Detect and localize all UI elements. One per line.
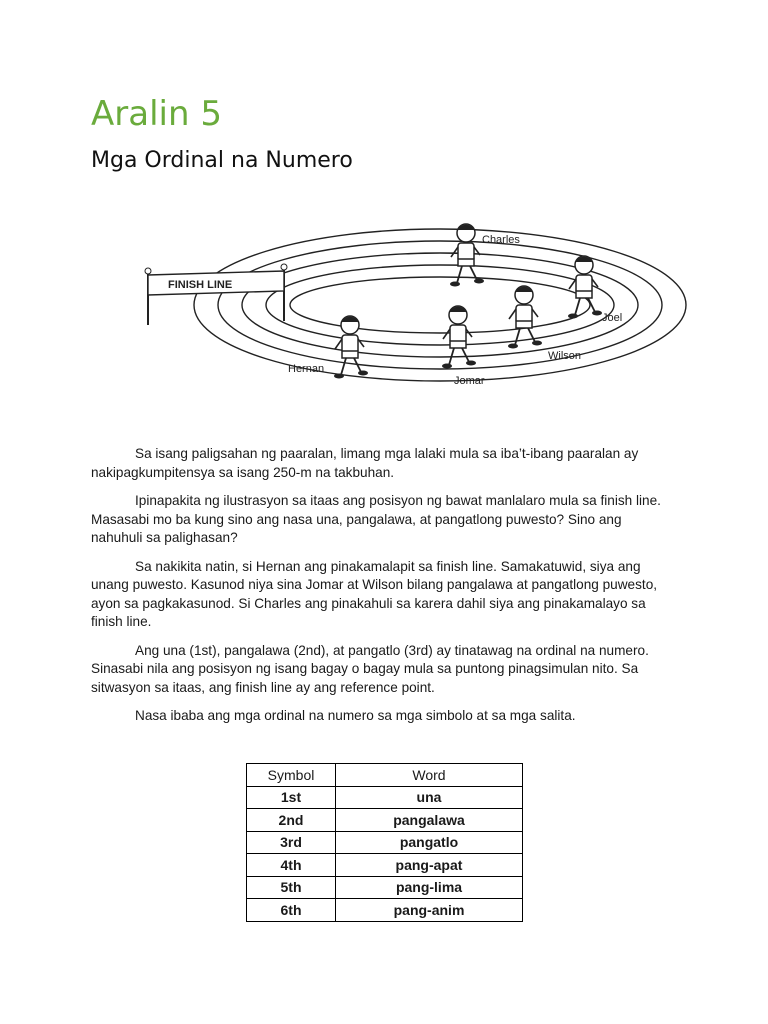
symbol-cell: 5th [247, 876, 336, 899]
runner-label-wilson: Wilson [548, 350, 582, 362]
table-row [247, 786, 523, 809]
paragraph: Sa isang paligsahan ng paaralan, limang mga lalaki mula sa iba’t-ibang paaralan ay nakipagkumpitensya sa isang 250-m na takbuhan. [91, 446, 639, 480]
symbol-cell: 2nd [247, 809, 336, 832]
paragraph: Sa nakikita natin, si Hernan ang pinakamalapit sa finish line. Samakatuwid, siya ang unang puwesto. Kasunod niya sina Jomar at Wilson bilang pangalawa at pangatlong puwesto, ayon sa pagkakasunod. Si Charles ang pinakahuli sa karera dahil siya ang pinakamalayo sa finish line. [91, 558, 658, 629]
word-cell: pang-anim [336, 899, 523, 922]
runner-label-charles: Charles [482, 234, 520, 246]
table-row [247, 876, 523, 899]
ordinal-number-table [246, 763, 523, 922]
word-cell: pangatlo [336, 831, 523, 854]
symbol-cell: 4th [247, 854, 336, 877]
word-cell: pang-lima [336, 876, 523, 899]
runner-joel [568, 256, 622, 324]
table-row [247, 899, 523, 922]
paragraph: Ang una (1st), pangalawa (2nd), at pangatlo (3rd) ay tinatawag na ordinal na numero. Sinasabi nila ang posisyon ng isang bagay o bagay mula sa puntong pinagsimulan nito. Sa sitwasyon sa itaas, ang finish line ay ang reference point. [91, 642, 649, 695]
paragraph: Ipinapakita ng ilustrasyon sa itaas ang posisyon ng bawat manlalaro mula sa finish line. Masasabi mo ba kung sino ang nasa una, pangalawa, at pangatlong puwesto? Sino ang nahuhuli sa palighasan? [91, 493, 661, 545]
race-track-illustration [140, 195, 688, 400]
runner-label-jomar: Jomar [454, 375, 485, 387]
finish-line-banner [145, 264, 287, 325]
runner-jomar [442, 306, 485, 387]
runner-label-joel: Joel [602, 312, 623, 324]
lesson-body [91, 445, 661, 736]
symbol-cell: 6th [247, 899, 336, 922]
table-row [247, 854, 523, 877]
symbol-cell: 3rd [247, 831, 336, 854]
runner-wilson [508, 286, 581, 362]
word-cell: pangalawa [336, 809, 523, 832]
word-cell: una [336, 786, 523, 809]
table-header-row [247, 764, 523, 787]
header-word: Word [336, 764, 523, 787]
table-row [247, 831, 523, 854]
runner-hernan [288, 316, 368, 379]
finish-line-label: FINISH LINE [168, 279, 233, 291]
lesson-title: Aralin 5 [91, 94, 222, 134]
lesson-subtitle: Mga Ordinal na Numero [91, 148, 353, 173]
track-lanes [194, 229, 686, 381]
header-symbol: Symbol [247, 764, 336, 787]
paragraph: Nasa ibaba ang mga ordinal na numero sa mga simbolo at sa mga salita. [135, 708, 576, 723]
symbol-cell: 1st [247, 786, 336, 809]
table-row [247, 809, 523, 832]
word-cell: pang-apat [336, 854, 523, 877]
runner-label-hernan: Hernan [288, 363, 325, 375]
